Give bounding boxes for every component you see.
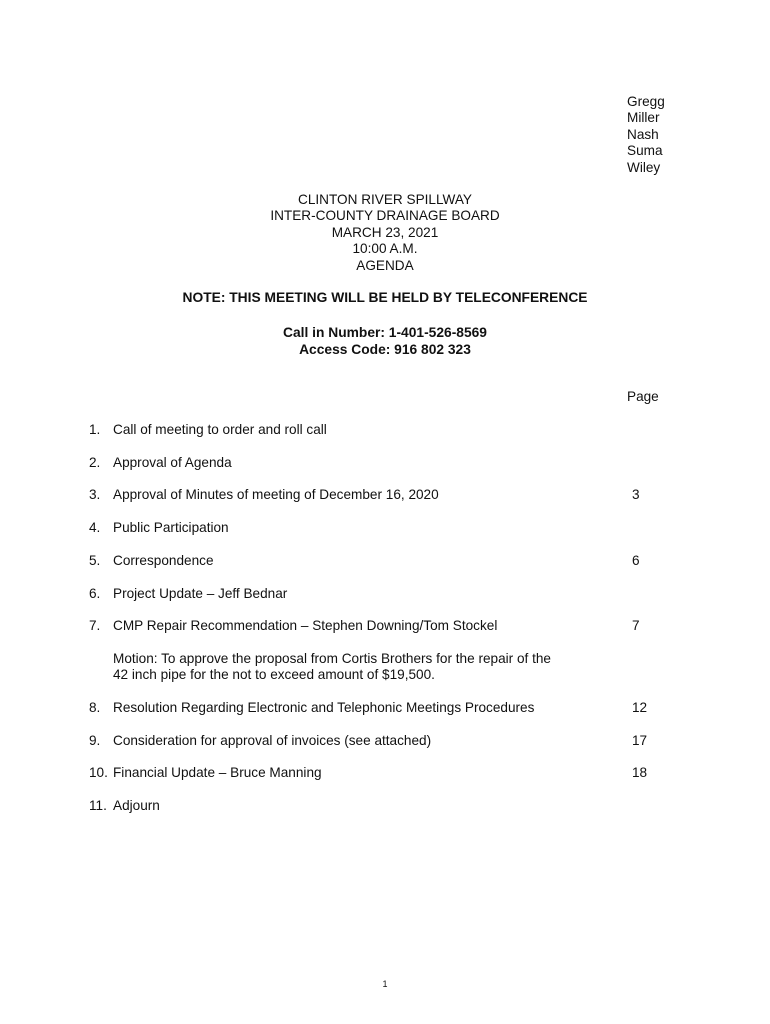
item-number: 9. <box>89 733 101 748</box>
item-number: 8. <box>89 700 101 715</box>
motion-line: Motion: To approve the proposal from Cortis Brothers for the repair of the <box>113 651 551 666</box>
item-text: Approval of Minutes of meeting of December 16, 2020 <box>113 487 439 502</box>
item-number: 6. <box>89 586 101 601</box>
item-text: CMP Repair Recommendation – Stephen Downing/Tom Stockel <box>113 618 498 633</box>
item-text: Call of meeting to order and roll call <box>113 422 327 437</box>
agenda-item <box>89 700 709 717</box>
item-text: Public Participation <box>113 520 229 535</box>
access-code: Access Code: 916 802 323 <box>299 342 471 357</box>
item-page: 6 <box>632 553 640 568</box>
item-text: Resolution Regarding Electronic and Telephonic Meetings Procedures <box>113 700 535 715</box>
item-text: Project Update – Jeff Bednar <box>113 586 288 601</box>
item-page: 17 <box>632 733 648 748</box>
page-column-label: Page <box>627 389 659 404</box>
item-number: 3. <box>89 487 101 502</box>
agenda-item <box>89 487 709 504</box>
header-time: 10:00 A.M. <box>352 241 418 257</box>
item-text: Adjourn <box>113 798 160 813</box>
distribution-name: Miller <box>627 110 660 126</box>
agenda-item <box>89 422 709 439</box>
call-in-details <box>0 325 770 359</box>
item-text: Financial Update – Bruce Manning <box>113 765 322 780</box>
agenda-item <box>89 455 709 472</box>
agenda-item <box>89 553 709 570</box>
item-number: 7. <box>89 618 101 633</box>
distribution-name: Gregg <box>627 94 665 109</box>
item-page: 18 <box>632 765 648 780</box>
distribution-name: Suma <box>627 143 663 159</box>
item-number: 5. <box>89 553 101 568</box>
teleconference-note: NOTE: THIS MEETING WILL BE HELD BY TELECONFERENCE <box>182 290 588 305</box>
page-number: 1 <box>382 979 388 989</box>
item-text: Consideration for approval of invoices (see attached) <box>113 733 432 748</box>
item-text: Approval of Agenda <box>113 455 232 470</box>
item-number: 10. <box>89 765 108 780</box>
item-page: 12 <box>632 700 648 715</box>
agenda-item <box>89 733 709 750</box>
motion-text <box>113 651 593 684</box>
header-line-board: INTER-COUNTY DRAINAGE BOARD <box>270 208 500 224</box>
agenda-item <box>89 765 709 782</box>
agenda-item <box>89 618 709 635</box>
item-page: 7 <box>632 618 640 633</box>
distribution-name: Wiley <box>627 159 661 175</box>
motion-line: 42 inch pipe for the not to exceed amount of $19,500. <box>113 667 435 683</box>
call-in-number: Call in Number: 1-401-526-8569 <box>283 325 487 340</box>
item-number: 4. <box>89 520 101 535</box>
item-number: 11. <box>89 798 107 813</box>
item-number: 2. <box>89 455 101 470</box>
agenda-item <box>89 798 709 815</box>
header-line-organization: CLINTON RIVER SPILLWAY <box>298 192 472 207</box>
agenda-item <box>89 520 709 537</box>
header-date: MARCH 23, 2021 <box>331 224 439 240</box>
header-title: AGENDA <box>356 257 414 273</box>
item-number: 1. <box>89 422 101 437</box>
distribution-name: Nash <box>627 126 659 142</box>
agenda-header <box>0 192 770 274</box>
distribution-list <box>627 94 717 176</box>
agenda-item <box>89 586 709 603</box>
item-page: 3 <box>632 487 640 502</box>
item-text: Correspondence <box>113 553 214 568</box>
